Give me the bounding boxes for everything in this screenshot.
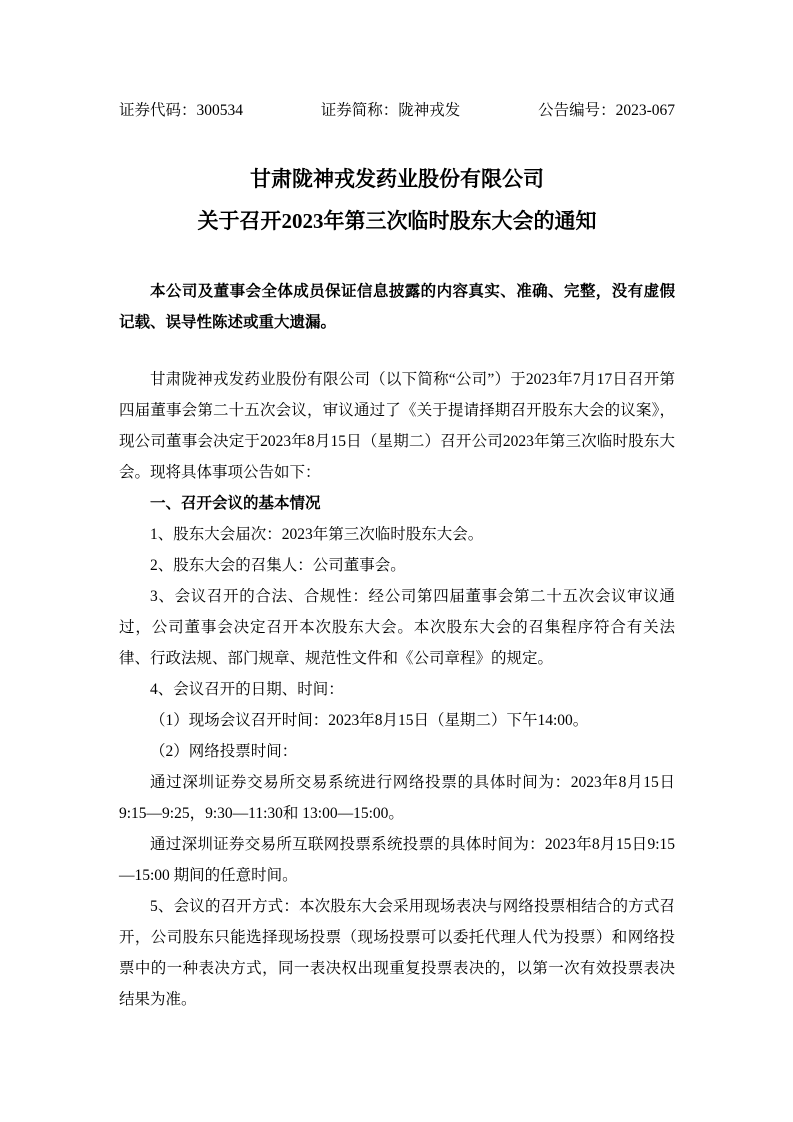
item-trading-system-voting-time: 通过深圳证券交易所交易系统进行网络投票的具体时间为：2023年8月15日9:15—9:25，9:30—11:30和 13:00—15:00。 bbox=[119, 774, 675, 822]
notice-title: 关于召开2023年第三次临时股东大会的通知 bbox=[197, 209, 597, 233]
item-online-voting-time: （2）网络投票时间： bbox=[150, 743, 298, 760]
title-block bbox=[119, 158, 675, 242]
stock-code: 证券代码：300534 bbox=[119, 102, 244, 119]
disclaimer-statement: 本公司及董事会全体成员保证信息披露的内容真实、准确、完整，没有虚假记载、误导性陈述或重大遗漏。 bbox=[119, 283, 675, 331]
item-meeting-session: 1、股东大会届次：2023年第三次临时股东大会。 bbox=[150, 526, 484, 543]
item-convener: 2、股东大会的召集人：公司董事会。 bbox=[150, 557, 406, 574]
item-convening-method: 5、会议的召开方式：本次股东大会采用现场表决与网络投票相结合的方式召开，公司股东只能选择现场投票（现场投票可以委托代理人代为投票）和网络投票中的一种表决方式，同一表决权出现重复投票表决的，以第一次有效投票表决结果为准。 bbox=[119, 898, 675, 1008]
item-legality: 3、会议召开的合法、合规性：经公司第四届董事会第二十五次会议审议通过，公司董事会决定召开本次股东大会。本次股东大会的召集程序符合有关法律、行政法规、部门规章、规范性文件和《公司章程》的规定。 bbox=[119, 588, 675, 667]
document-body bbox=[119, 364, 675, 1015]
item-internet-voting-time: 通过深圳证券交易所互联网投票系统投票的具体时间为：2023年8月15日9:15—15:00 期间的任意时间。 bbox=[119, 836, 675, 884]
intro-paragraph: 甘肃陇神戎发药业股份有限公司（以下简称“公司”）于2023年7月17日召开第四届董事会第二十五次会议，审议通过了《关于提请择期召开股东大会的议案》，现公司董事会决定于2023年8月15日（星期二）召开公司2023年第三次临时股东大会。现将具体事项公告如下： bbox=[119, 371, 675, 481]
stock-abbreviation: 证券简称：陇神戎发 bbox=[320, 102, 461, 119]
announcement-number: 公告编号：2023-067 bbox=[538, 102, 675, 119]
section-heading-1: 一、召开会议的基本情况 bbox=[150, 495, 321, 512]
item-onsite-meeting-time: （1）现场会议召开时间：2023年8月15日（星期二）下午14:00。 bbox=[150, 712, 589, 729]
item-date-time: 4、会议召开的日期、时间： bbox=[150, 681, 344, 698]
document-header bbox=[119, 101, 675, 120]
company-name-title: 甘肃陇神戎发药业股份有限公司 bbox=[250, 167, 544, 191]
